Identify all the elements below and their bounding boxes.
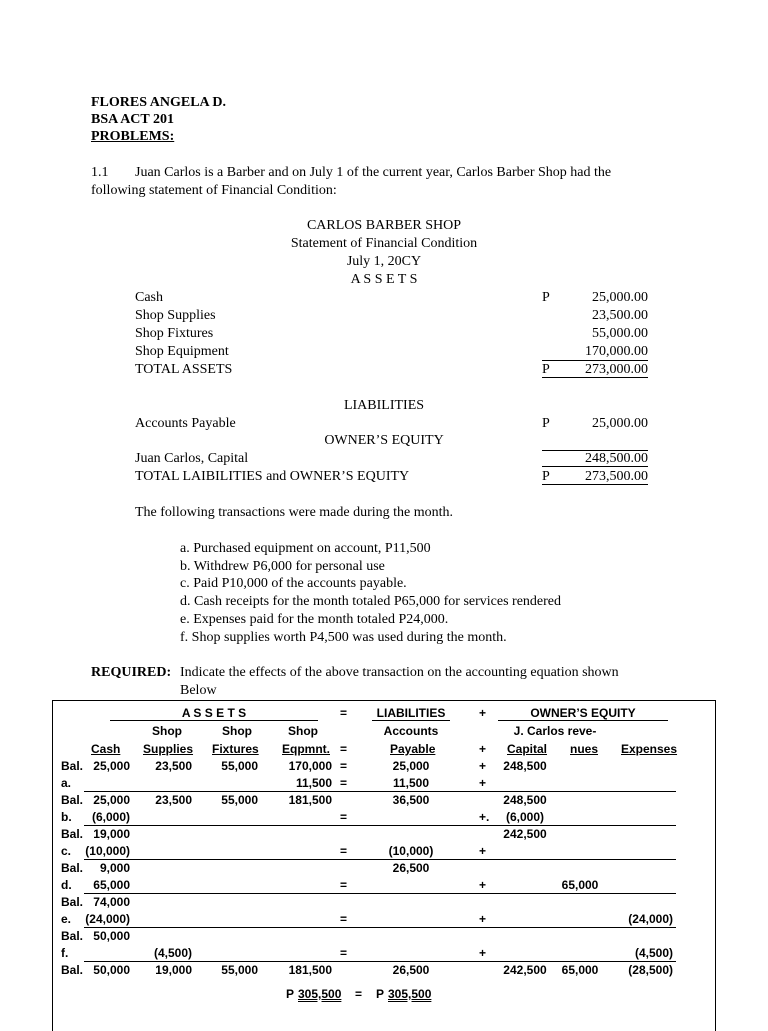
- ws-row-rule: [84, 893, 676, 894]
- problem-intro-line2: following statement of Financial Condition:: [91, 183, 337, 198]
- ws-eq-sign: =: [340, 742, 348, 756]
- ws-cell-plus: +: [479, 946, 487, 960]
- ws-cell-plus: +: [479, 844, 487, 858]
- ws-cell-cash: (10,000): [85, 844, 130, 858]
- ws-sub-accounts: Accounts: [383, 724, 439, 738]
- asset-label: Shop Supplies: [135, 308, 216, 323]
- ws-total-eq: =: [355, 987, 363, 1001]
- transaction-item: c. Paid P10,000 of the accounts payable.: [180, 576, 407, 591]
- ws-cell-cash: 74,000: [93, 895, 130, 909]
- statement-date: July 1, 20CY: [346, 254, 422, 269]
- subtotal-rule: [542, 466, 648, 467]
- ws-row-label: Bal.: [61, 793, 84, 807]
- total-rule: [542, 484, 648, 485]
- ws-col-equipment: Eqpmnt.: [282, 742, 330, 756]
- ws-cell-fixtures: 55,000: [221, 759, 258, 773]
- equity-amount: 248,500.00: [585, 451, 648, 466]
- required-text-line1: Indicate the effects of the above transaction on the accounting equation shown: [180, 665, 619, 680]
- total-assets-amount: 273,000.00: [585, 362, 648, 377]
- ws-cell-capital: 242,500: [503, 963, 547, 977]
- ws-cell-equipment: 181,500: [288, 963, 332, 977]
- ws-row-label: Bal.: [61, 827, 84, 841]
- ws-sub-shop: Shop: [152, 724, 182, 738]
- ws-total-left-peso: P: [286, 987, 295, 1001]
- ws-cell-supplies: 23,500: [155, 759, 192, 773]
- ws-row-label: Bal.: [61, 895, 84, 909]
- ws-sub-shop: Shop: [288, 724, 318, 738]
- ws-total-left: 305,500: [298, 987, 342, 1001]
- ws-cell-cash: 19,000: [93, 827, 130, 841]
- assets-heading: A S S E T S: [350, 272, 418, 287]
- ws-cell-plus: +: [479, 776, 487, 790]
- ws-cell-capital: 248,500: [503, 793, 547, 807]
- ws-cell-cash: (24,000): [85, 912, 130, 926]
- total-liab-equity-label: TOTAL LAIBILITIES and OWNER’S EQUITY: [135, 469, 410, 484]
- ws-equity-heading: OWNER’S EQUITY: [530, 706, 636, 720]
- company-name: CARLOS BARBER SHOP: [306, 218, 462, 233]
- asset-amount: 23,500.00: [592, 308, 648, 323]
- ws-cell-supplies: (4,500): [153, 946, 192, 960]
- ws-col-fixtures: Fixtures: [212, 742, 259, 756]
- ws-liabilities-heading: LIABILITIES: [376, 706, 446, 720]
- ws-row-rule: [84, 961, 676, 962]
- ws-row-label: f.: [61, 946, 69, 960]
- asset-label: Shop Equipment: [135, 344, 229, 359]
- ws-cell-expenses: (24,000): [628, 912, 673, 926]
- ws-cell-expenses: (4,500): [634, 946, 673, 960]
- ws-row-label: Bal.: [61, 759, 84, 773]
- ws-heading-rule: [498, 720, 668, 721]
- ws-cell-cash: 50,000: [93, 929, 130, 943]
- ws-cell-cash: 50,000: [93, 963, 130, 977]
- ws-heading-rule: [372, 720, 450, 721]
- ws-row-label: e.: [61, 912, 72, 926]
- ws-row-rule: [84, 825, 676, 826]
- ws-cell-cash: 9,000: [99, 861, 130, 875]
- ws-col-payable: Payable: [390, 742, 436, 756]
- ws-col-revenues: nues: [570, 742, 599, 756]
- transactions-intro: The following transactions were made during the month.: [135, 505, 454, 520]
- asset-amount: 55,000.00: [592, 326, 648, 341]
- total-liab-equity-amount: 273,500.00: [585, 469, 648, 484]
- ws-cell-cash: 25,000: [93, 759, 130, 773]
- liabilities-heading: LIABILITIES: [343, 398, 425, 413]
- subtotal-rule: [542, 360, 648, 361]
- ws-cell-cash: 25,000: [93, 793, 130, 807]
- ws-cell-plus: +: [479, 759, 487, 773]
- ws-cell-eq: =: [340, 946, 348, 960]
- ws-cell-expenses: (28,500): [628, 963, 673, 977]
- required-text-line2: Below: [180, 683, 217, 698]
- ws-cell-capital: 242,500: [503, 827, 547, 841]
- ws-cell-supplies: 23,500: [155, 793, 192, 807]
- ws-heading-rule: [110, 720, 318, 721]
- ws-cell-eq: =: [340, 878, 348, 892]
- ws-cell-fixtures: 55,000: [221, 963, 258, 977]
- ws-total-right: 305,500: [388, 987, 432, 1001]
- ws-row-label: b.: [61, 810, 72, 824]
- course-code: BSA ACT 201: [91, 112, 174, 127]
- ws-eq-sign: =: [340, 706, 348, 720]
- ws-cell-revenues: 65,000: [561, 878, 599, 892]
- ws-cell-payable: 26,500: [392, 963, 430, 977]
- ws-row-label: a.: [61, 776, 72, 790]
- ws-row-rule: [84, 927, 676, 928]
- problems-heading: PROBLEMS:: [91, 129, 175, 144]
- problem-number: 1.1: [91, 165, 109, 180]
- ws-plus-sign: +: [479, 706, 487, 720]
- problem-intro-line1: Juan Carlos is a Barber and on July 1 of the current year, Carlos Barber Shop had the: [135, 165, 612, 180]
- peso-sign: P: [542, 290, 550, 305]
- asset-label: Shop Fixtures: [135, 326, 214, 341]
- asset-amount: 170,000.00: [585, 344, 648, 359]
- ws-col-expenses: Expenses: [621, 742, 678, 756]
- ws-cell-supplies: 19,000: [155, 963, 192, 977]
- ws-plus-sign: +: [479, 742, 487, 756]
- ws-row-label: Bal.: [61, 963, 84, 977]
- ws-cell-eq: =: [340, 810, 348, 824]
- ws-row-label: c.: [61, 844, 72, 858]
- statement-title: Statement of Financial Condition: [290, 236, 478, 251]
- ws-sub-jcarlos: J. Carlos reve-: [513, 724, 597, 738]
- asset-label: Cash: [135, 290, 163, 305]
- ws-cell-capital: (6,000): [505, 810, 545, 824]
- peso-sign: P: [542, 362, 550, 377]
- equity-heading: OWNER’S EQUITY: [324, 433, 444, 448]
- ws-cell-plus: +: [479, 912, 487, 926]
- asset-amount: 25,000.00: [592, 290, 648, 305]
- ws-total-right-peso: P: [376, 987, 385, 1001]
- ws-cell-capital: 248,500: [503, 759, 547, 773]
- equity-label: Juan Carlos, Capital: [135, 451, 249, 466]
- ws-cell-eq: =: [340, 844, 348, 858]
- ws-col-capital: Capital: [507, 742, 548, 756]
- transaction-item: e. Expenses paid for the month totaled P24,000.: [180, 612, 449, 627]
- ws-row-label: Bal.: [61, 929, 84, 943]
- ws-cell-cash: (6,000): [91, 810, 130, 824]
- ws-sub-shop: Shop: [222, 724, 252, 738]
- ws-cell-plus: +.: [479, 810, 490, 824]
- ws-col-cash: Cash: [91, 742, 121, 756]
- ws-row-label: Bal.: [61, 861, 84, 875]
- ws-cell-revenues: 65,000: [561, 963, 599, 977]
- ws-cell-fixtures: 55,000: [221, 793, 258, 807]
- total-assets-label: TOTAL ASSETS: [135, 362, 233, 377]
- ws-cell-equipment: 11,500: [295, 776, 332, 790]
- ws-cell-cash: 65,000: [93, 878, 130, 892]
- student-name: FLORES ANGELA D.: [91, 95, 226, 110]
- liability-label: Accounts Payable: [135, 416, 236, 431]
- transaction-item: a. Purchased equipment on account, P11,500: [180, 541, 431, 556]
- ws-row-rule: [84, 791, 676, 792]
- peso-sign: P: [542, 469, 550, 484]
- ws-row-label: d.: [61, 878, 72, 892]
- ws-cell-payable: 36,500: [392, 793, 430, 807]
- ws-cell-payable: 25,000: [392, 759, 430, 773]
- ws-row-rule: [84, 859, 676, 860]
- ws-cell-payable: (10,000): [388, 844, 434, 858]
- ws-col-supplies: Supplies: [143, 742, 194, 756]
- transaction-item: b. Withdrew P6,000 for personal use: [180, 559, 385, 574]
- ws-cell-payable: 26,500: [392, 861, 430, 875]
- ws-cell-eq: =: [340, 776, 348, 790]
- transaction-item: f. Shop supplies worth P4,500 was used during the month.: [180, 630, 507, 645]
- ws-cell-equipment: 170,000: [288, 759, 332, 773]
- transaction-item: d. Cash receipts for the month totaled P65,000 for services rendered: [180, 594, 562, 609]
- ws-cell-plus: +: [479, 878, 487, 892]
- ws-cell-eq: =: [340, 759, 348, 773]
- ws-assets-heading: A S S E T S: [181, 706, 247, 720]
- peso-sign: P: [542, 416, 550, 431]
- total-rule: [542, 377, 648, 378]
- ws-cell-payable: 11,500: [392, 776, 430, 790]
- ws-cell-equipment: 181,500: [288, 793, 332, 807]
- required-label: REQUIRED:: [91, 665, 172, 680]
- liability-amount: 25,000.00: [592, 416, 648, 431]
- ws-cell-eq: =: [340, 912, 348, 926]
